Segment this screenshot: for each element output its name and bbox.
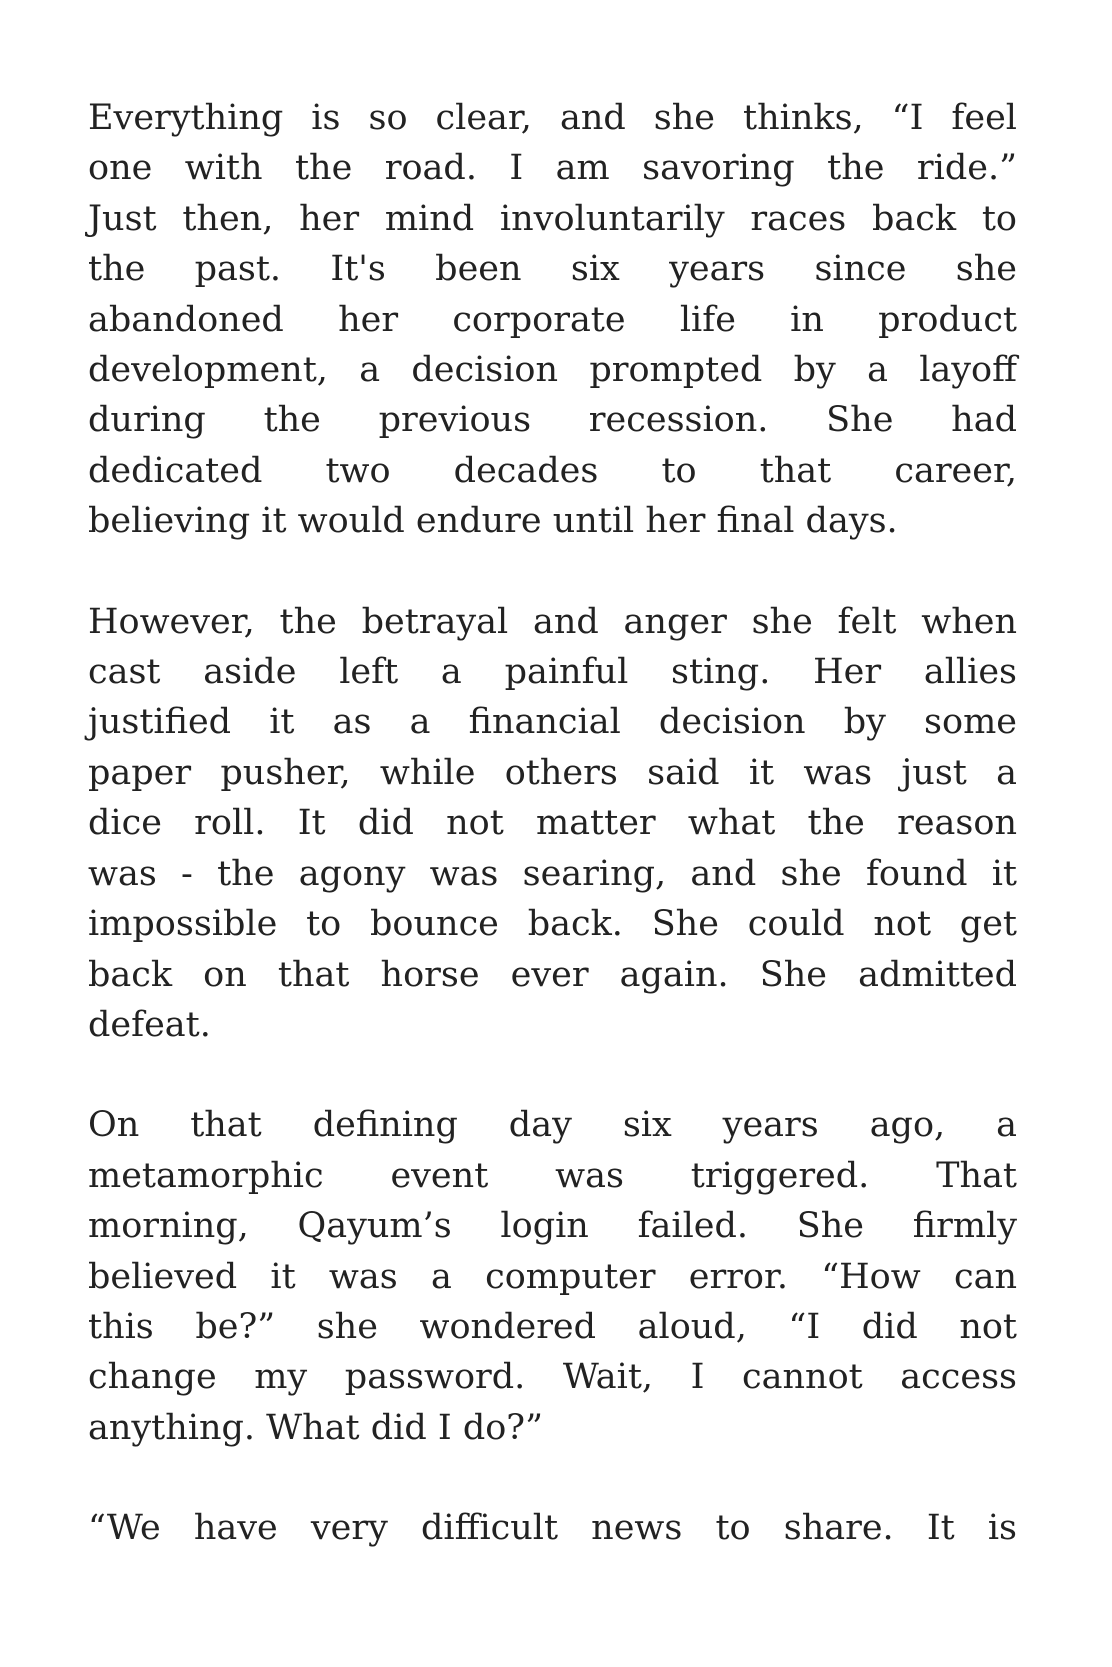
text-line: “We have very difficult news to share. It is (88, 1508, 1017, 1549)
paragraph (88, 93, 1017, 547)
text-line: dedicated two decades to that career, (88, 450, 1017, 491)
text-line: the past. It's been six years since she (88, 249, 1017, 290)
text-line: believing it would endure until her final days. (88, 501, 898, 542)
text-line: one with the road. I am savoring the ride.” (88, 148, 1017, 189)
text-line: back on that horse ever again. She admitted (88, 954, 1017, 995)
text-line: dice roll. It did not matter what the reason (88, 803, 1017, 844)
text-line: development, a decision prompted by a layoff (88, 350, 1017, 391)
paragraph (88, 597, 1017, 1051)
text-line: Just then, her mind involuntarily races back to (88, 198, 1017, 239)
text-line: On that defining day six years ago, a (88, 1105, 1017, 1146)
text-line: this be?” she wondered aloud, “I did not (88, 1306, 1017, 1347)
paragraph (88, 1100, 1017, 1453)
text-line: change my password. Wait, I cannot access (88, 1357, 1017, 1398)
text-line: anything. What did I do?” (88, 1407, 543, 1448)
text-line: was - the agony was searing, and she found it (88, 853, 1017, 894)
text-line: paper pusher, while others said it was just a (88, 752, 1017, 793)
text-line: However, the betrayal and anger she felt when (88, 601, 1017, 642)
text-line: during the previous recession. She had (88, 400, 1017, 441)
text-line: justified it as a financial decision by some (88, 702, 1017, 743)
text-line: metamorphic event was triggered. That (88, 1155, 1017, 1196)
text-line: abandoned her corporate life in product (88, 299, 1017, 340)
text-line: cast aside left a painful sting. Her allies (88, 652, 1017, 693)
text-line: impossible to bounce back. She could not get (88, 904, 1017, 945)
text-line: morning, Qayum’s login failed. She firmly (88, 1206, 1017, 1247)
text-line: defeat. (88, 1004, 211, 1045)
text-line: believed it was a computer error. “How can (88, 1256, 1017, 1297)
paragraph (88, 1503, 1017, 1553)
text-line: Everything is so clear, and she thinks, “I feel (88, 98, 1017, 138)
